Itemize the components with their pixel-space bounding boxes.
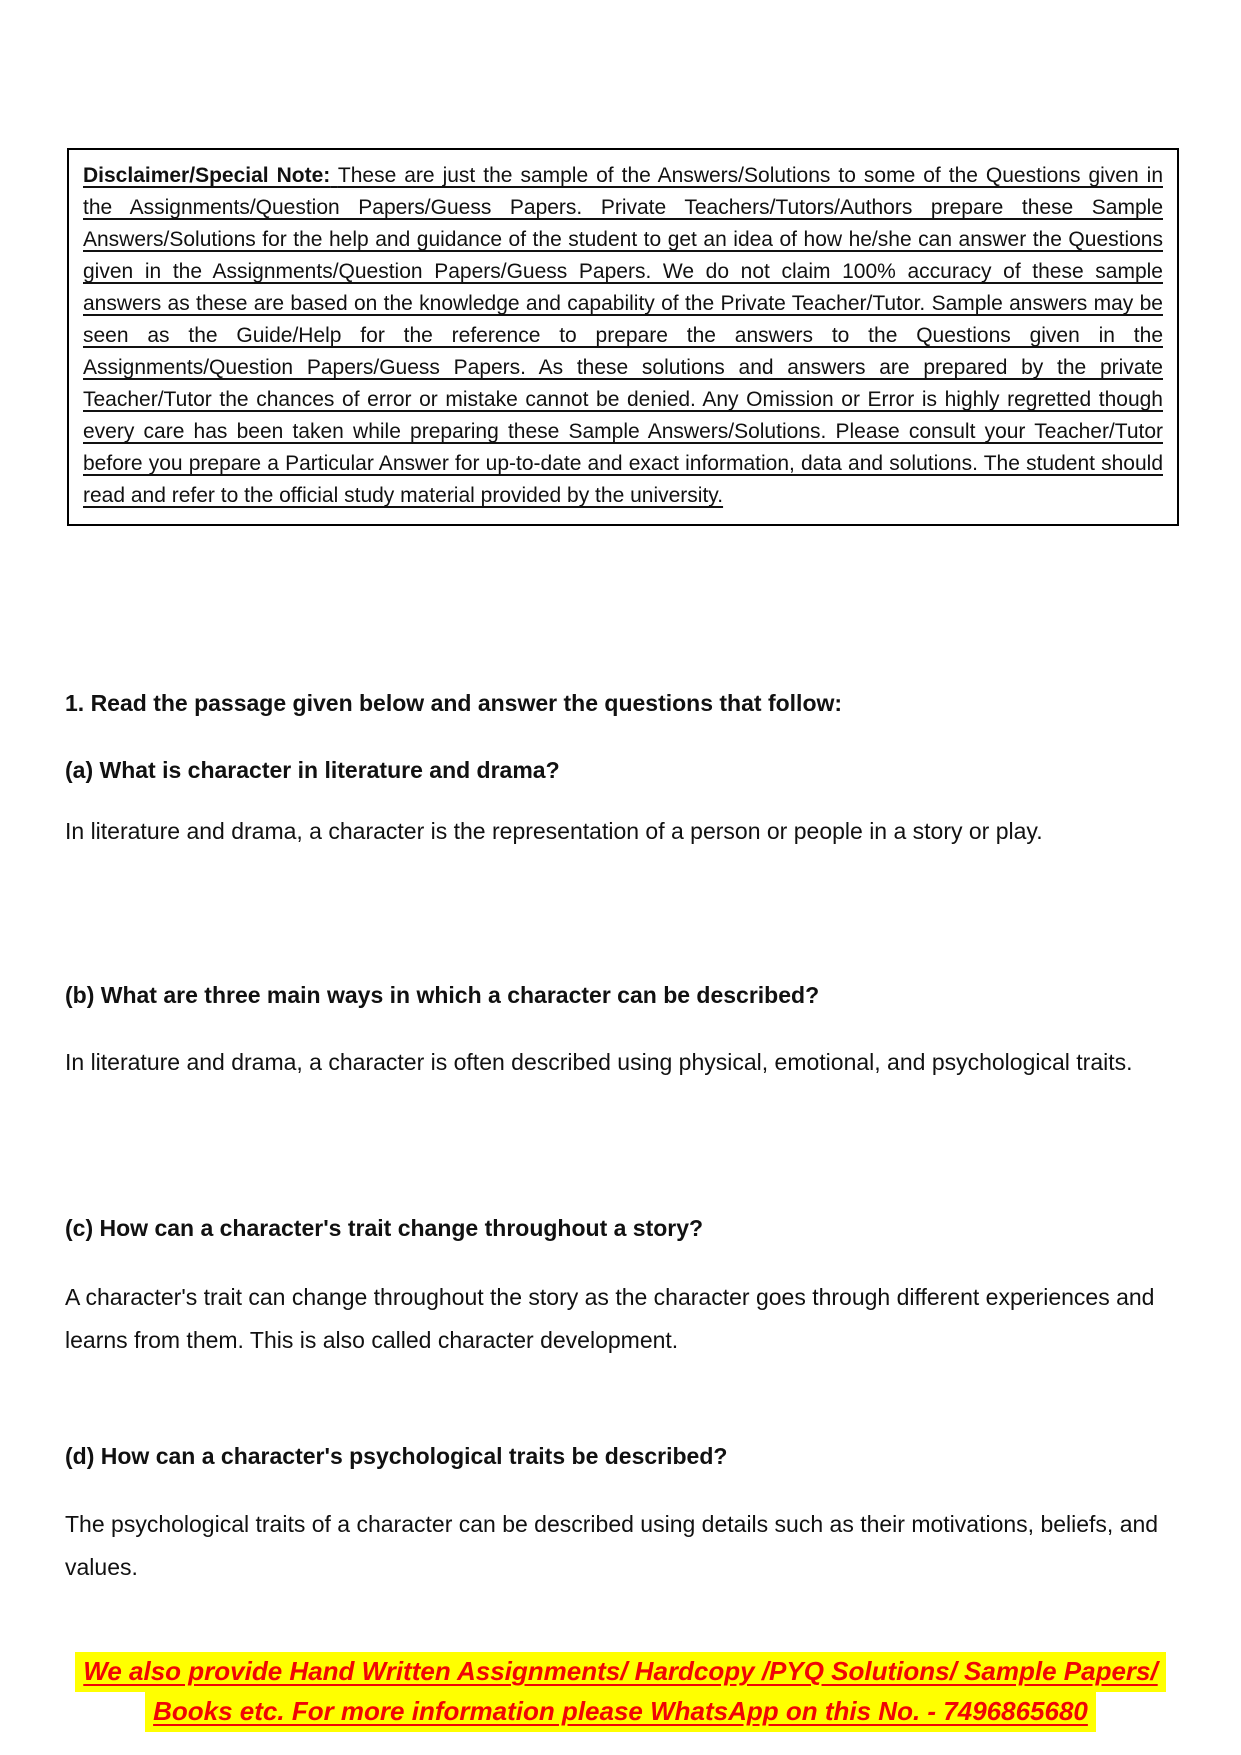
question-part-a-answer: In literature and drama, a character is the representation of a person or people in a story or play. xyxy=(65,818,1043,844)
question-part-d-label: (d) How can a character's psychological traits be described? xyxy=(65,1443,728,1469)
disclaimer-label: Disclaimer/Special Note: xyxy=(83,164,331,187)
question-part-b-answer: In literature and drama, a character is often described using physical, emotional, and psychological traits. xyxy=(65,1049,1133,1075)
promo-footer-line2: Books etc. For more information please WhatsApp on this No. - 7496865680 xyxy=(145,1692,1096,1732)
disclaimer-body: These are just the sample of the Answers/Solutions to some of the Questions given in the Assignments/Question Papers/Guess Papers. Private Teachers/Tutors/Authors prepare these Sample Answers/Solutions for the help and guidance of the student to get an idea of how he/she can answer the Questions given in the Assignments/Question Papers/Guess Papers. We do not claim 100% accuracy of these sample answers as these are based on the knowledge and capability of the Private Teacher/Tutor. Sample answers may be seen as the Guide/Help for the reference to prepare the answers to the Questions given in the Assignments/Question Papers/Guess Papers. As these solutions and answers are prepared by the private Teacher/Tutor the chances of error or mistake cannot be denied. Any Omission or Error is highly regretted though every care has been taken while preparing these Sample Answers/Solutions. Please consult your Teacher/Tutor before you prepare a Particular Answer for up-to-date and exact information, data and solutions. The student should read and refer to the official study material provided by the university. xyxy=(83,164,1163,507)
disclaimer-paragraph xyxy=(83,160,1163,512)
question-part-a-label: (a) What is character in literature and drama? xyxy=(65,757,560,783)
promo-footer-line1: We also provide Hand Written Assignments/ Hardcopy /PYQ Solutions/ Sample Papers/ xyxy=(75,1652,1165,1692)
disclaimer-box xyxy=(67,148,1179,526)
question-part-c-answer: A character's trait can change throughout the story as the character goes through different experiences and learns from them. This is also called character development. xyxy=(65,1284,1155,1353)
question-part-d-answer: The psychological traits of a character can be described using details such as their motivations, beliefs, and values. xyxy=(65,1511,1159,1580)
question-part-b-label: (b) What are three main ways in which a character can be described? xyxy=(65,982,820,1008)
question-heading: 1. Read the passage given below and answer the questions that follow: xyxy=(65,690,843,716)
promo-footer xyxy=(0,1652,1241,1732)
question-part-c-label: (c) How can a character's trait change throughout a story? xyxy=(65,1215,704,1241)
